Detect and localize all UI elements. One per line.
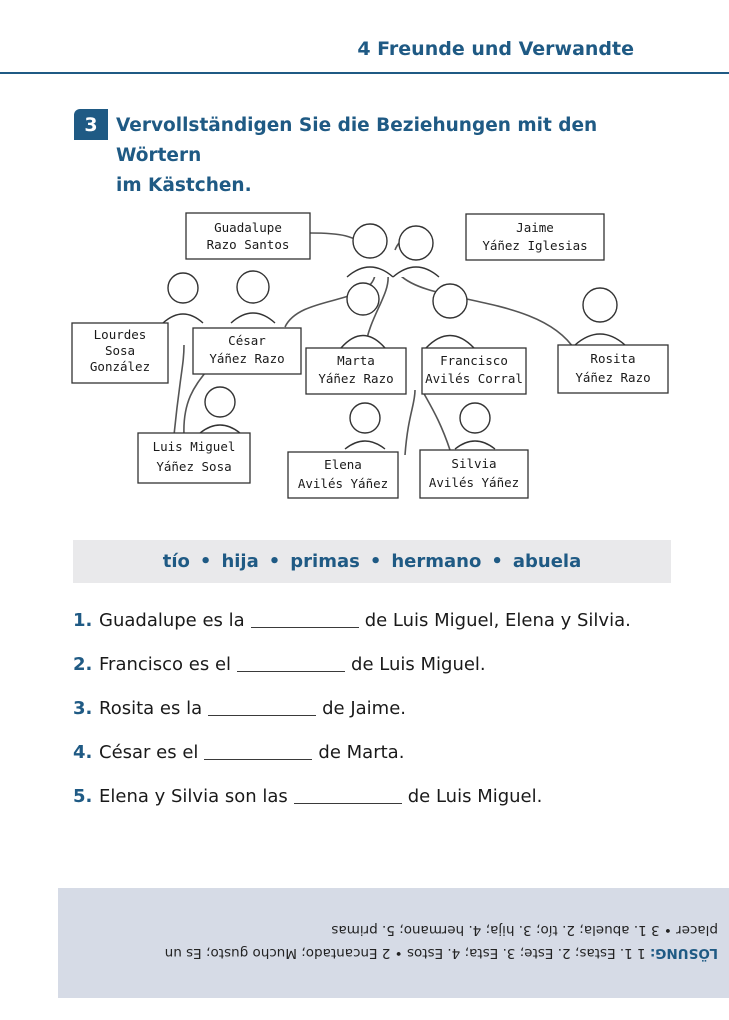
label-elena-1: Elena <box>324 457 362 472</box>
portrait-francisco <box>426 284 474 348</box>
exercise-instruction <box>116 111 676 201</box>
answer-line-1 <box>78 941 718 964</box>
label-lourdes-3: González <box>89 359 151 374</box>
item-text-after: de Luis Miguel, Elena y Silvia. <box>364 609 631 631</box>
answer-key-box <box>58 888 729 998</box>
family-tree-illustration <box>70 205 670 505</box>
label-marta-1: Marta <box>337 353 375 368</box>
item-text-after: de Luis Miguel. <box>407 785 543 807</box>
exercise-item-4 <box>73 730 693 774</box>
item-text-before: Guadalupe es la <box>99 609 245 631</box>
label-marta-2: Yáñez Razo <box>318 371 394 386</box>
word-hermano: hermano <box>391 551 482 572</box>
answer-text-1: 1 1. Estas; 2. Este; 3. Esta; 4. Estos • 2 Encantado; Mucho gusto; Es un <box>164 945 646 961</box>
item-text-after: de Marta. <box>318 741 405 763</box>
label-cesar-1: César <box>228 333 266 348</box>
item-text-after: de Luis Miguel. <box>351 653 486 675</box>
label-lourdes-2: Sosa <box>104 343 136 358</box>
item-number: 1. <box>73 609 93 631</box>
word-abuela: abuela <box>512 551 582 572</box>
item-text-before: Francisco es el <box>99 653 232 675</box>
answer-blank[interactable] <box>204 744 312 760</box>
exercise-item-3 <box>73 686 693 730</box>
label-francisco-1: Francisco <box>440 353 508 368</box>
word-separator: • <box>199 551 212 572</box>
portrait-cesar <box>231 271 275 323</box>
word-separator: • <box>491 551 503 572</box>
instruction-line-2: im Kästchen. <box>116 175 252 196</box>
portrait-marta <box>341 283 385 348</box>
label-guadalupe-2: Razo Santos <box>206 237 290 252</box>
word-tio: tío <box>162 551 190 572</box>
exercise-item-5 <box>73 774 693 818</box>
label-elena-2: Avilés Yáñez <box>297 476 389 491</box>
label-francisco-2: Avilés Corral <box>425 371 523 386</box>
portrait-elena <box>345 403 385 449</box>
label-silvia-1: Silvia <box>451 456 497 471</box>
answer-blank[interactable] <box>251 612 359 628</box>
answer-blank[interactable] <box>294 788 402 804</box>
answer-blank[interactable] <box>237 656 345 672</box>
word-separator: • <box>369 551 382 572</box>
answer-key-upside-down <box>78 918 718 964</box>
label-rosita-2: Yáñez Razo <box>575 370 651 385</box>
answer-label: LÖSUNG: <box>649 945 718 961</box>
word-primas: primas <box>290 551 360 572</box>
portrait-jaime <box>393 226 439 277</box>
word-hija: hija <box>221 551 259 572</box>
portrait-luis-miguel <box>200 387 240 433</box>
label-jaime-2: Yáñez Iglesias <box>482 238 588 253</box>
portrait-rosita <box>575 288 625 345</box>
chapter-title: 4 Freunde und Verwandte <box>357 38 634 60</box>
item-number: 3. <box>73 697 93 719</box>
exercise-item-1 <box>73 598 693 642</box>
item-number: 5. <box>73 785 93 807</box>
label-luis-miguel-2: Yáñez Sosa <box>156 459 232 474</box>
portrait-silvia <box>455 403 495 449</box>
label-jaime-1: Jaime <box>516 220 554 235</box>
answer-line-2: placer • 3 1. abuela; 2. tío; 3. hija; 4. hermano; 5. primas <box>331 922 718 938</box>
portrait-lourdes <box>163 273 203 323</box>
label-rosita-1: Rosita <box>590 351 636 366</box>
item-number: 2. <box>73 653 93 675</box>
exercise-item-2 <box>73 642 693 686</box>
label-lourdes-1: Lourdes <box>93 327 147 342</box>
instruction-line-1: Vervollständigen Sie die Beziehungen mit den Wörtern <box>116 115 598 166</box>
chapter-header <box>0 0 729 74</box>
portrait-guadalupe <box>347 224 393 277</box>
item-text-before: Elena y Silvia son las <box>99 785 288 807</box>
label-guadalupe-1: Guadalupe <box>214 220 282 235</box>
exercise-number-badge: 3 <box>74 109 108 140</box>
label-cesar-2: Yáñez Razo <box>209 351 285 366</box>
answer-blank[interactable] <box>208 700 316 716</box>
item-text-after: de Jaime. <box>322 697 407 719</box>
word-box <box>73 540 671 583</box>
item-number: 4. <box>73 741 93 763</box>
item-text-before: César es el <box>99 741 199 763</box>
label-luis-miguel-1: Luis Miguel <box>152 439 236 454</box>
word-separator: • <box>268 551 281 572</box>
exercise-items <box>73 598 693 818</box>
item-text-before: Rosita es la <box>99 697 203 719</box>
label-silvia-2: Avilés Yáñez <box>428 475 520 490</box>
